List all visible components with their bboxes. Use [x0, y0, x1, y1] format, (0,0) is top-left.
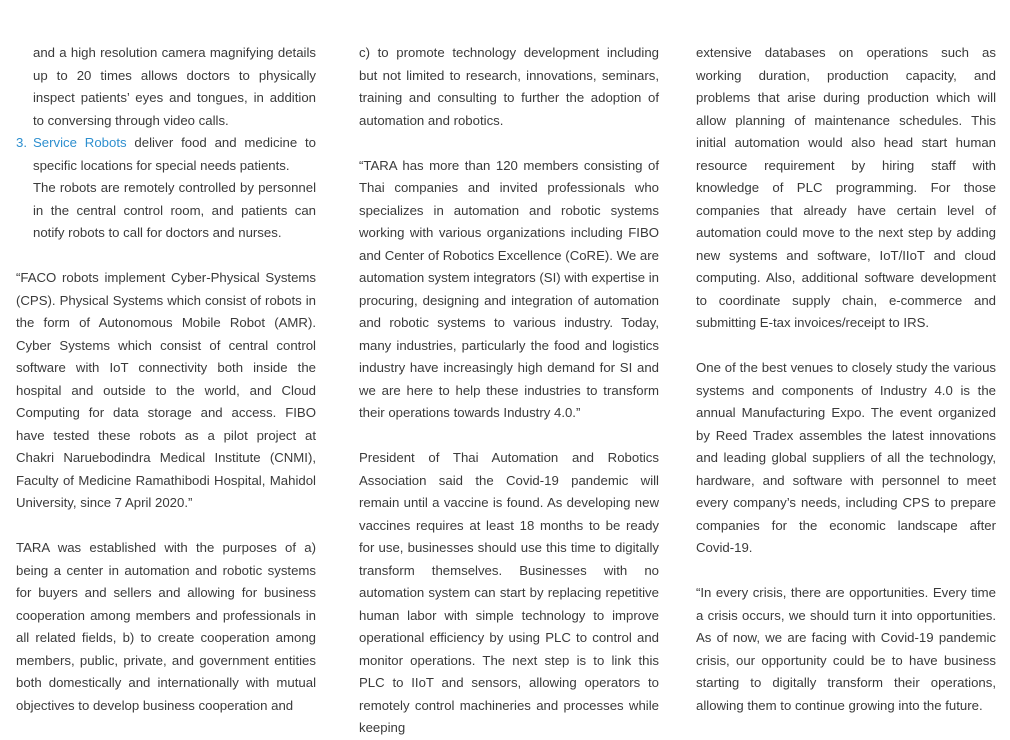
column-right	[696, 42, 996, 717]
paragraph-robots-control: The robots are remotely controlled by personnel in the central control room, and patients can notify robots to call for doctors and nurses.	[33, 180, 316, 240]
paragraph-president: President of Thai Automation and Robotics Association said the Covid-19 pandemic will remain until a vaccine is found. As developing new vaccines requires at least 18 months to be ready for use, businesses should use this time to digitally transform themselves. Businesses with no automation system can start by replacing repetitive human labor with simple technology to improve operational efficiency by using PLC to control and monitor operations. The next step is to link this PLC to IIoT and sensors, allowing operators to remotely control machineries and processes while keeping	[359, 450, 659, 735]
column-left	[16, 42, 316, 717]
column-middle	[359, 42, 659, 740]
paragraph-tara-purposes: c) to promote technology development including but not limited to research, innovations, seminars, training and consulting to further the adoption of automation and robotics.	[359, 45, 659, 128]
paragraph-crisis-quote: “In every crisis, there are opportunities. Every time a crisis occurs, we should turn it into opportunities. As of now, we are facing with Covid-19 pandemic crisis, our opportunity could be to have business starting to digitally transform their operations, allowing them to continue growing into the future.	[696, 585, 996, 713]
paragraph-faco: “FACO robots implement Cyber-Physical Systems (CPS). Physical Systems which consist of robots in the form of Autonomous Mobile Robot (AMR). Cyber Systems which consist of central control software with IoT connectivity both inside the hospital and outside to the world, and Cloud Computing for data storage and access. FIBO have tested these robots as a pilot project at Chakri Naruebodindra Medical Institute (CNMI), Faculty of Medicine Ramathibodi Hospital, Mahidol University, since 7 April 2020.”	[16, 270, 316, 510]
paragraph-tara: TARA was established with the purposes of a) being a center in automation and robotic systems for buyers and sellers and allowing for business cooperation among members and professionals in all related fields, b) to create cooperation among members, public, private, and government entities both domestically and internationally with mutual objectives to develop business cooperation and	[16, 540, 316, 713]
list-item-body	[33, 132, 316, 177]
paragraph-manufacturing-expo: One of the best venues to closely study the various systems and components of Industry 4.0 is the annual Manufacturing Expo. The event organized by Reed Tradex assembles the latest innovations and leading global suppliers of all the technology, hardware, and software with personnel to meet every company’s needs, including CPS to prepare companies for the economic landscape after Covid-19.	[696, 360, 996, 555]
list-number: 3.	[16, 135, 27, 150]
list-item-text: deliver food and medicine to specific locations for special needs patients.	[33, 135, 316, 173]
paragraph-databases: extensive databases on operations such as working duration, production capacity, and problems that arise during production which will allow planning of maintenance schedules. This initial automation would also head start human resource requirement by hiring staff with knowledge of PLC programming. For those companies that already have certain level of automation could move to the next step by adding new systems and software, IoT/IIoT and cloud computing. Also, additional software development to coordinate supply chain, e-commerce and submitting E-tax invoices/receipt to IRS.	[696, 45, 996, 330]
paragraph-continuation: and a high resolution camera magnifying details up to 20 times allows doctors to physically inspect patients’ eyes and tongues, in addition to conversing through video calls.	[33, 45, 316, 128]
list-item-service-robots	[16, 132, 316, 177]
list-item-title: Service Robots	[33, 135, 127, 150]
paragraph-tara-members: “TARA has more than 120 members consisting of Thai companies and invited professionals who specializes in automation and robotic systems working with various organizations including FIBO and Center of Robotics Excellence (CoRE). We are automation system integrators (SI) with expertise in procuring, designing and integration of automation and robotic systems to various industry. Today, many industries, particularly the food and logistics industry have increasingly high demand for SI and we are here to help these industries to transform their operations towards Industry 4.0.”	[359, 157, 659, 420]
